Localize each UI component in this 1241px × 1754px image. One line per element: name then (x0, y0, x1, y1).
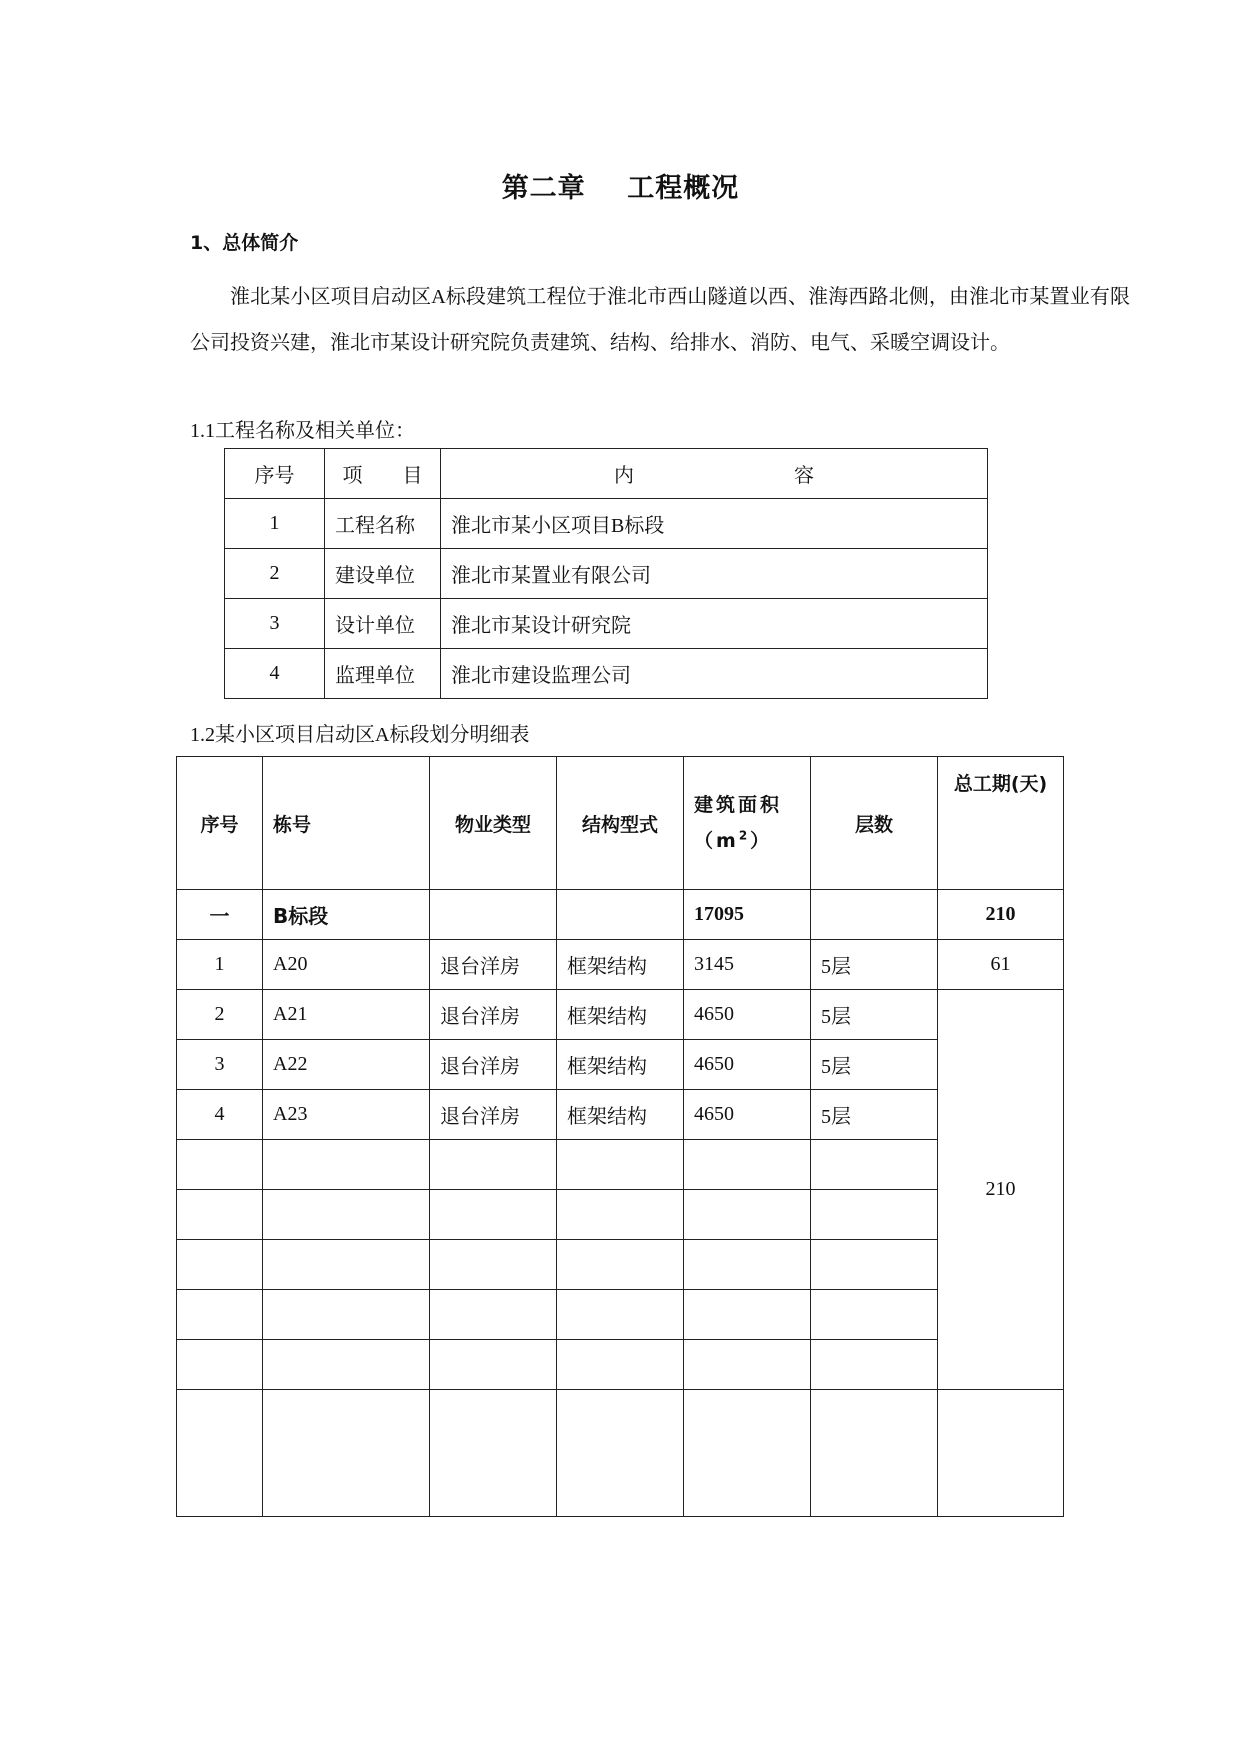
summary-index: 一 (177, 890, 263, 940)
table-row (225, 649, 988, 699)
table-row (225, 549, 988, 599)
row-floors: 5层 (811, 1090, 938, 1140)
row-area: 3145 (684, 940, 811, 990)
table-row (225, 499, 988, 549)
row-building: A21 (263, 990, 430, 1040)
row-item: 设计单位 (325, 599, 441, 649)
empty-row (177, 1290, 1064, 1340)
header-building: 栋号 (263, 757, 430, 890)
row-item: 工程名称 (325, 499, 441, 549)
row-area: 4650 (684, 1040, 811, 1090)
row-item: 建设单位 (325, 549, 441, 599)
header-area-label: 建筑面积 (694, 793, 783, 816)
row-floors: 5层 (811, 940, 938, 990)
row-index: 1 (225, 499, 325, 549)
header-cell: 项 目 (325, 449, 441, 499)
section-heading: 1、总体简介 (190, 232, 299, 254)
summary-property-type (430, 890, 557, 940)
detail-table (176, 756, 1064, 1517)
header-cell: 序号 (225, 449, 325, 499)
row-floors: 5层 (811, 990, 938, 1040)
row-content: 淮北市某设计研究院 (441, 599, 988, 649)
row-structure: 框架结构 (557, 1090, 684, 1140)
header-floors: 层数 (811, 757, 938, 890)
row-period: 61 (938, 940, 1064, 990)
summary-row (177, 890, 1064, 940)
summary-structure (557, 890, 684, 940)
row-property-type: 退台洋房 (430, 1090, 557, 1140)
units-table (224, 448, 988, 699)
table-row (177, 1090, 1064, 1140)
table-row (177, 940, 1064, 990)
empty-row (177, 1240, 1064, 1290)
row-index: 4 (177, 1090, 263, 1140)
row-index: 3 (225, 599, 325, 649)
summary-period: 210 (938, 890, 1064, 940)
row-building: A20 (263, 940, 430, 990)
header-cell: 内 容 (441, 449, 988, 499)
header-property-type: 物业类型 (430, 757, 557, 890)
table-header-row (225, 449, 988, 499)
row-building: A22 (263, 1040, 430, 1090)
header-index: 序号 (177, 757, 263, 890)
row-floors: 5层 (811, 1040, 938, 1090)
page-title: 第二章 工程概况 (501, 173, 740, 204)
header-structure: 结构型式 (557, 757, 684, 890)
row-index: 3 (177, 1040, 263, 1090)
row-index: 1 (177, 940, 263, 990)
table-row (177, 1040, 1064, 1090)
detail-table-caption: 1.2某小区项目启动区A标段划分明细表 (190, 724, 530, 746)
empty-row (177, 1340, 1064, 1390)
empty-row (177, 1390, 1064, 1517)
row-area: 4650 (684, 1090, 811, 1140)
row-content: 淮北市某小区项目B标段 (441, 499, 988, 549)
row-property-type: 退台洋房 (430, 1040, 557, 1090)
row-content: 淮北市建设监理公司 (441, 649, 988, 699)
row-property-type: 退台洋房 (430, 990, 557, 1040)
summary-area: 17095 (684, 890, 811, 940)
table-row (225, 599, 988, 649)
row-index: 4 (225, 649, 325, 699)
row-structure: 框架结构 (557, 940, 684, 990)
row-index: 2 (177, 990, 263, 1040)
header-area (684, 757, 811, 890)
row-property-type: 退台洋房 (430, 940, 557, 990)
table-header-row (177, 757, 1064, 890)
units-table-caption: 1.1工程名称及相关单位： (190, 420, 415, 442)
row-index: 2 (225, 549, 325, 599)
row-area: 4650 (684, 990, 811, 1040)
summary-building: B标段 (263, 890, 430, 940)
header-period: 总工期(天) (938, 757, 1064, 890)
row-structure: 框架结构 (557, 990, 684, 1040)
merged-period-cell: 210 (938, 990, 1064, 1390)
summary-floors (811, 890, 938, 940)
intro-paragraph: 淮北某小区项目启动区A标段建筑工程位于淮北市西山隧道以西、淮海西路北侧，由淮北市某置业有限公司投资兴建，淮北市某设计研究院负责建筑、结构、给排水、消防、电气、采暖空调设计。 (190, 286, 1130, 354)
row-item: 监理单位 (325, 649, 441, 699)
row-content: 淮北市某置业有限公司 (441, 549, 988, 599)
table-row (177, 990, 1064, 1040)
row-structure: 框架结构 (557, 1040, 684, 1090)
row-building: A23 (263, 1090, 430, 1140)
empty-row (177, 1190, 1064, 1240)
empty-row (177, 1140, 1064, 1190)
header-area-unit: $(m^2)$ (694, 828, 773, 852)
